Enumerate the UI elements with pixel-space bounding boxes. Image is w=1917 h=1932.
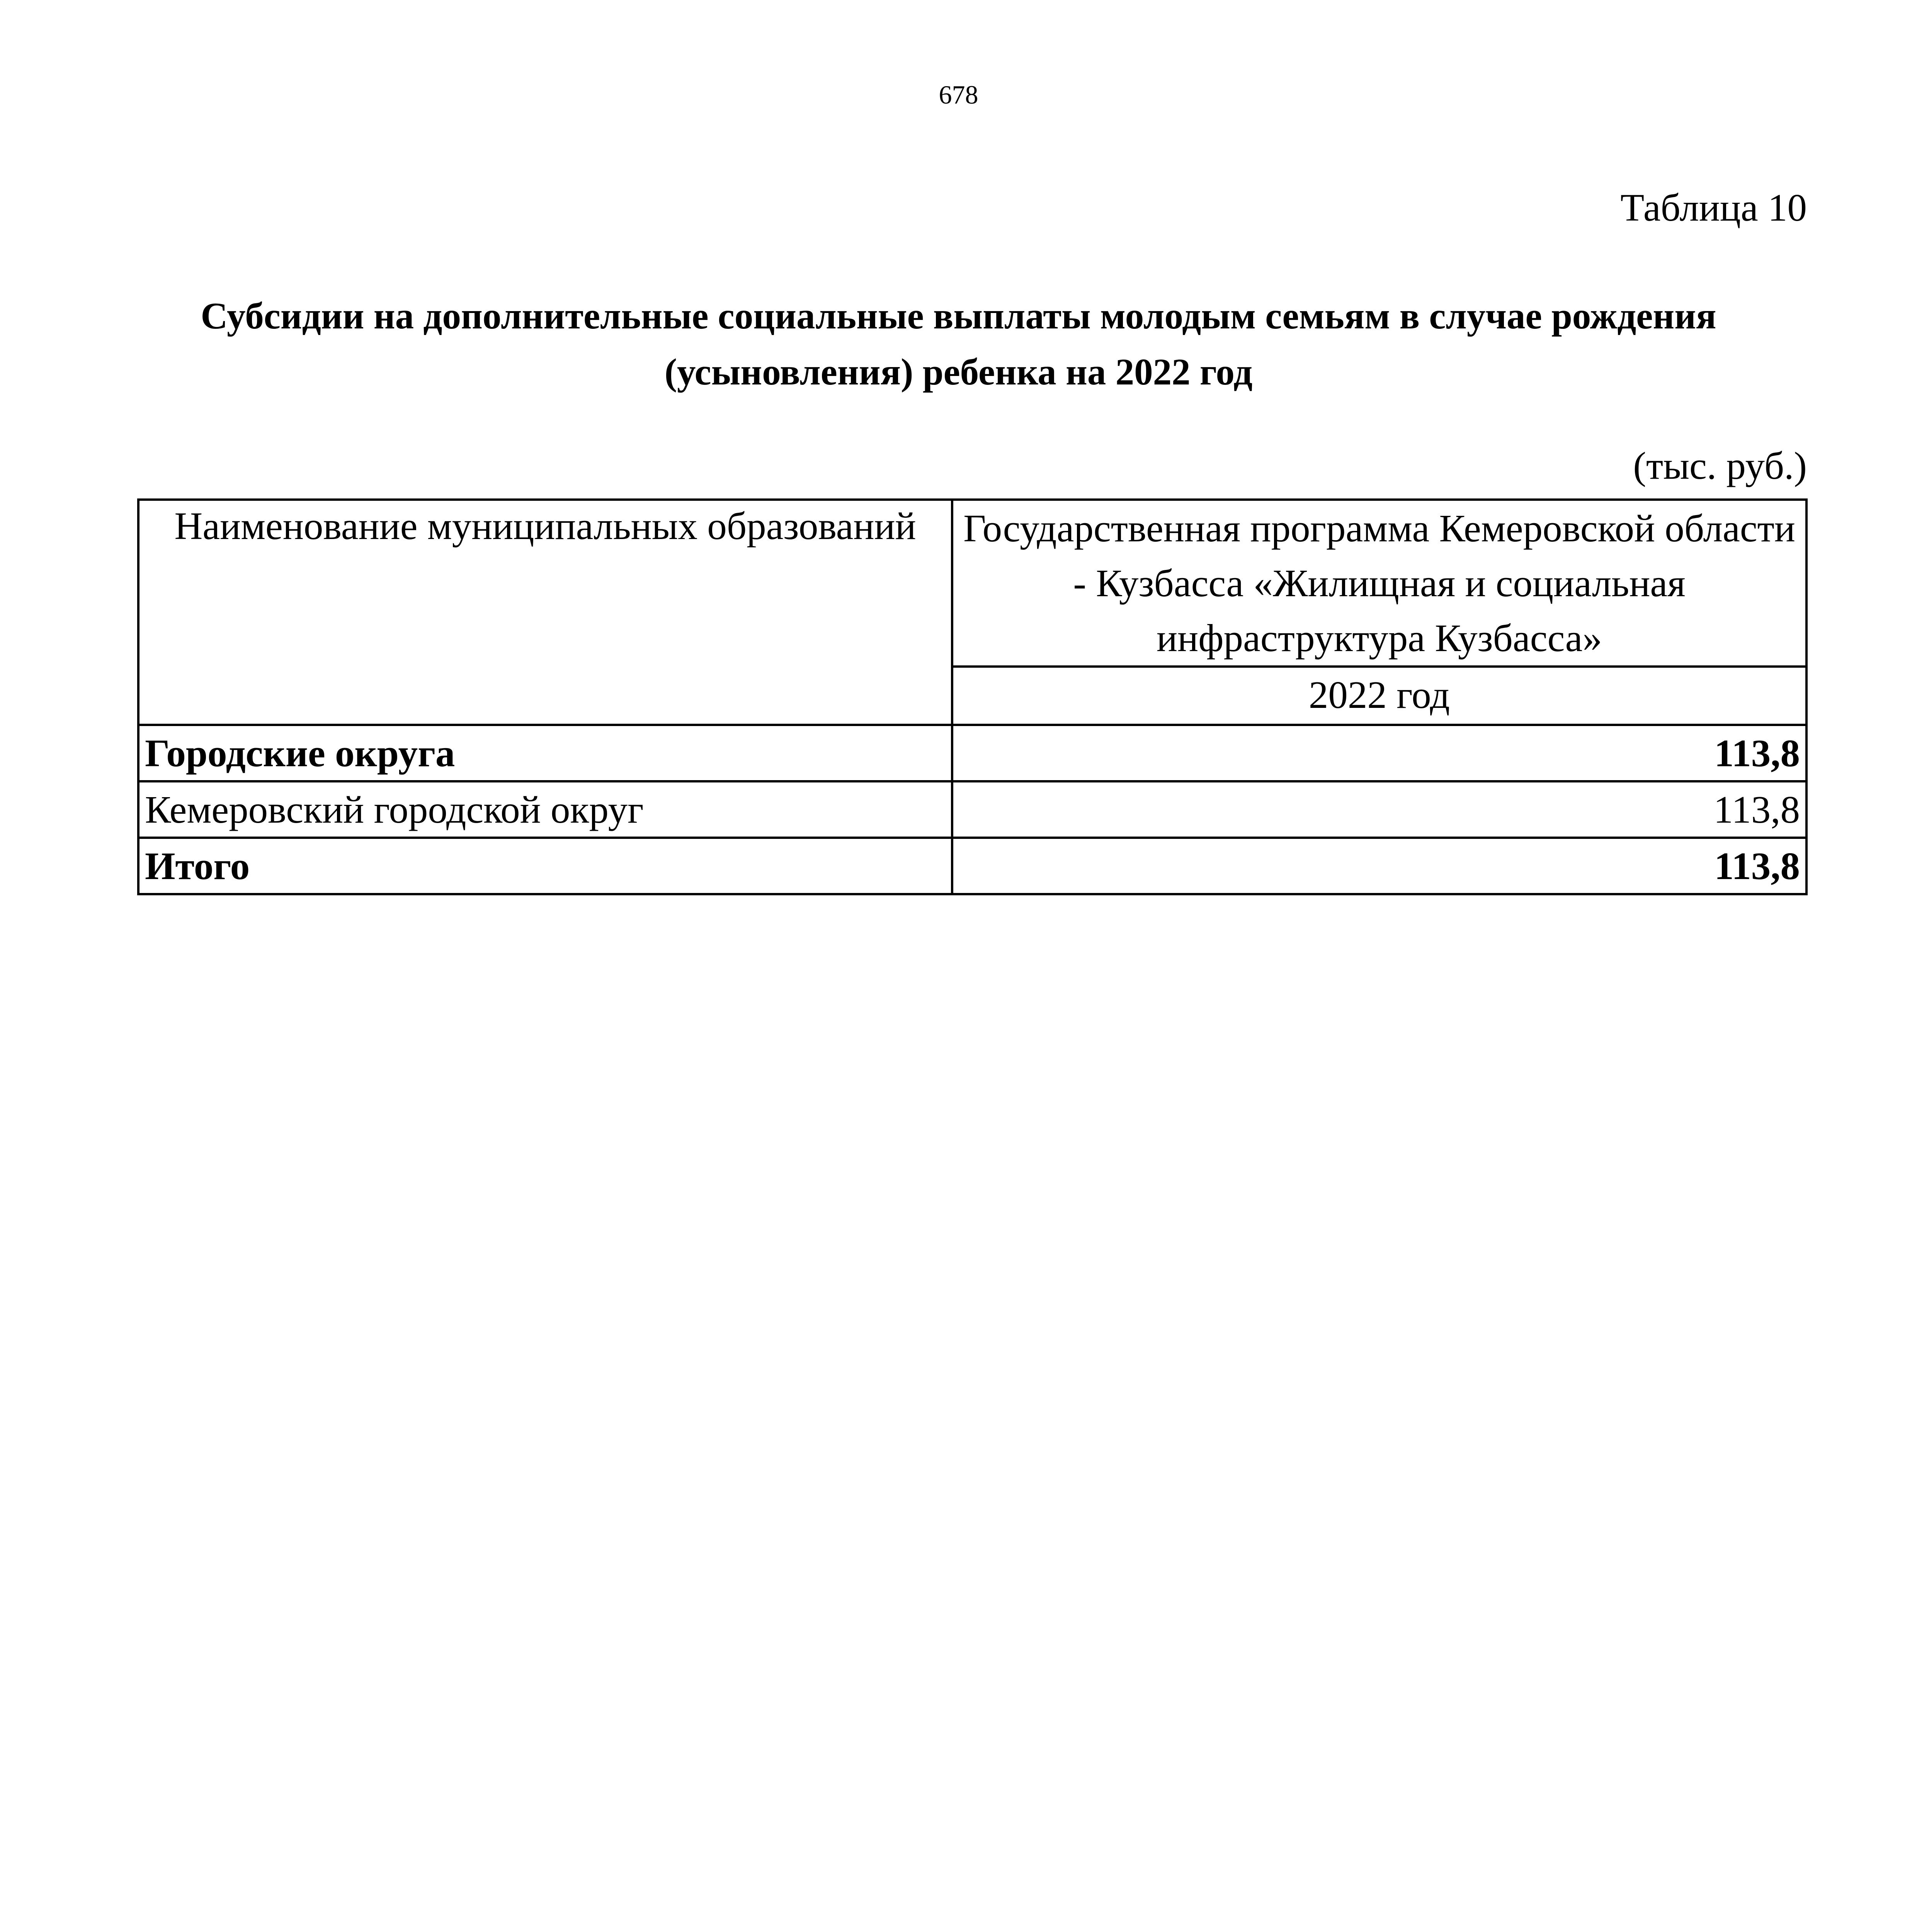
row-name: Итого: [138, 838, 952, 894]
row-value: 113,8: [952, 725, 1806, 781]
table-header-row: [138, 500, 1806, 667]
row-name: Городские округа: [138, 725, 952, 781]
row-name: Кемеровский городской округ: [138, 781, 952, 838]
row-value: 113,8: [952, 781, 1806, 838]
subsidy-table: [137, 498, 1808, 895]
row-value: 113,8: [952, 838, 1806, 894]
document-title: Субсидии на дополнительные социальные выплаты молодым семьям в случае рождения (усыновления) ребенка на 2022 год: [201, 295, 1716, 393]
header-program: Государственная программа Кемеровской области - Кузбасса «Жилищная и социальная инфраструктура Кузбасса»: [952, 500, 1806, 667]
table-row-total: [138, 838, 1806, 894]
page-number: 678: [939, 80, 978, 109]
header-year: 2022 год: [952, 667, 1806, 725]
table-row-kemerovo: [138, 781, 1806, 838]
table-row-urban-districts: [138, 725, 1806, 781]
unit-label: (тыс. руб.): [1633, 444, 1807, 487]
header-municipality-name: Наименование муниципальных образований: [138, 500, 952, 725]
table-label: Таблица 10: [1620, 186, 1807, 229]
